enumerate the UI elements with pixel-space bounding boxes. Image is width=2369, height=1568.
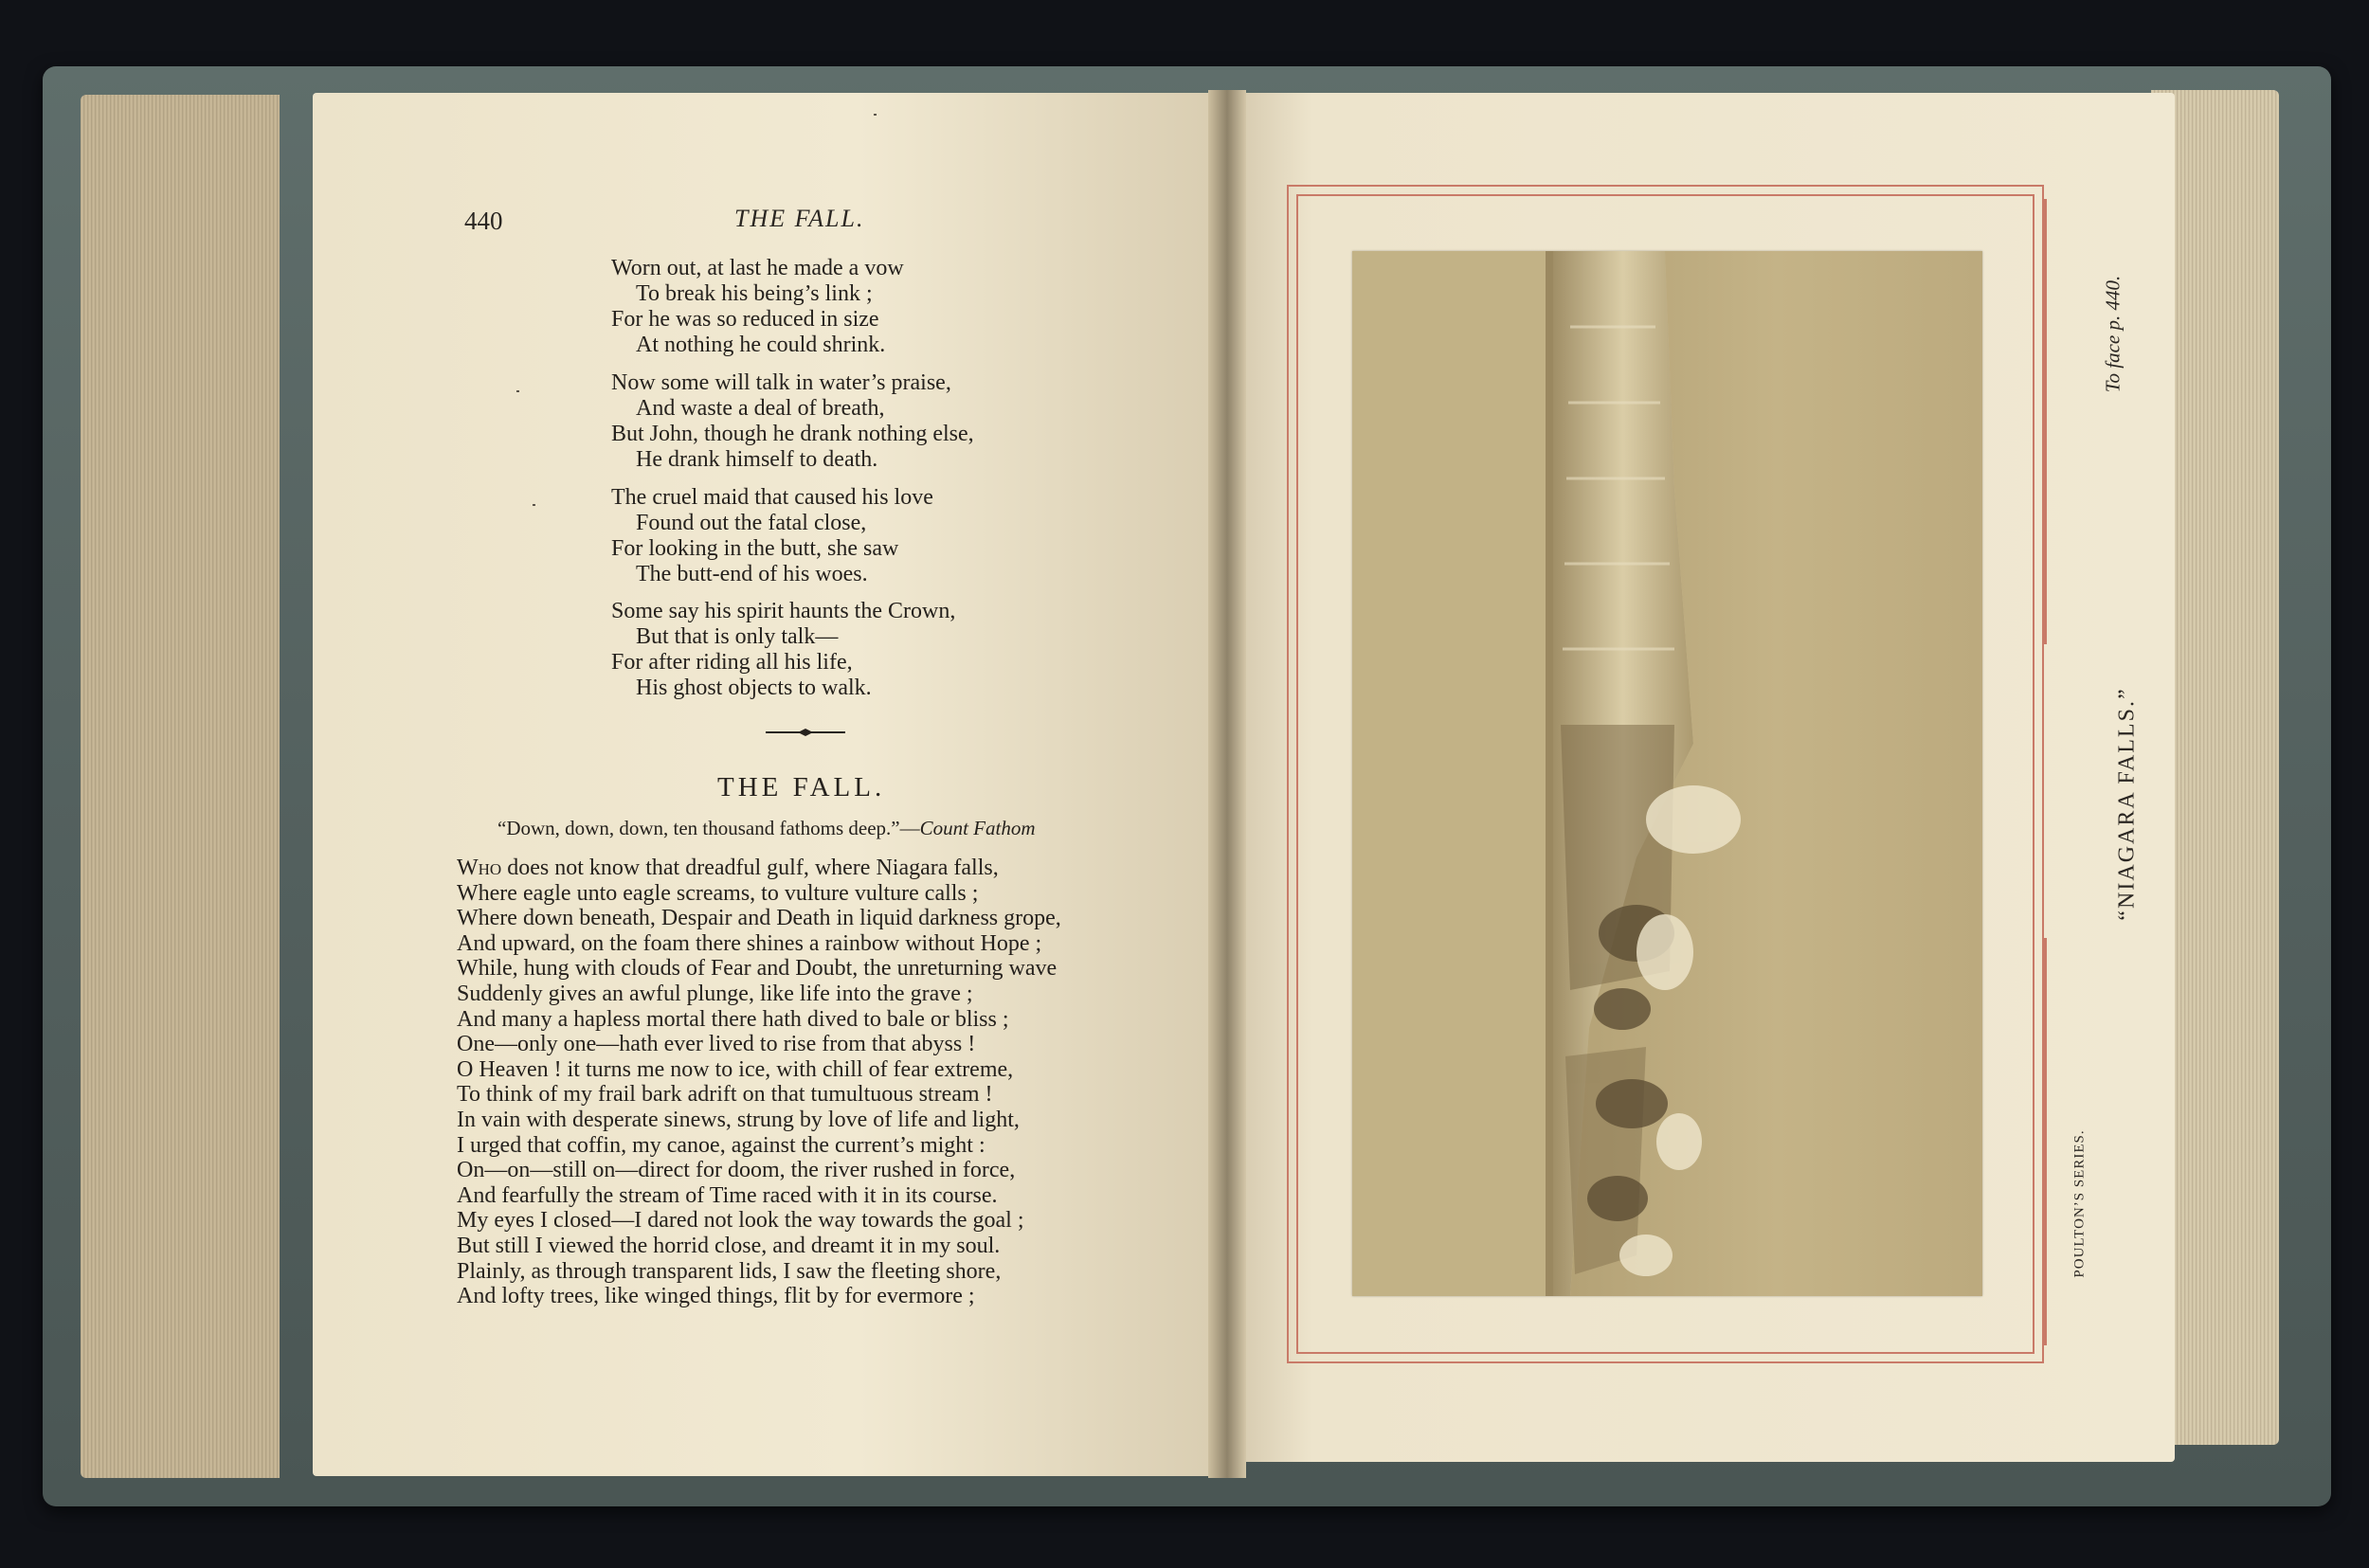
body-line: Where down beneath, Despair and Death in liquid darkness grope, [457, 906, 1061, 931]
verse-line: His ghost objects to walk. [636, 676, 872, 700]
body-first-line [457, 856, 1177, 881]
body-line: And upward, on the foam there shines a rainbow without Hope ; [457, 930, 1042, 956]
body-line: O Heaven ! it turns me now to ice, with chill of fear extreme, [457, 1056, 1014, 1082]
body-line: In vain with desperate sinews, strung by love of life and light, [457, 1107, 1020, 1132]
stanza-4 [611, 599, 1085, 701]
poem-title: THE FALL. [717, 772, 886, 802]
epigraph-attribution: Count Fathom [919, 817, 1036, 839]
body-line: Suddenly gives an awful plunge, like life into the grave ; [457, 981, 973, 1006]
niagara-falls-photograph [1352, 251, 1982, 1296]
page-number: 440 [464, 207, 503, 235]
section-ornament [766, 727, 845, 738]
running-head: THE FALL. [734, 205, 865, 232]
photograph-image [1352, 251, 1982, 1296]
body-line: And fearfully the stream of Time raced with it in its course. [457, 1182, 998, 1208]
body-line: Plainly, as through transparent lids, I saw the fleeting shore, [457, 1258, 1002, 1284]
verse-line: He drank himself to death. [636, 447, 878, 472]
ink-speck [533, 504, 535, 506]
stanza-2 [611, 370, 1085, 473]
caption-rule-bottom [2044, 938, 2047, 1345]
ink-speck [516, 390, 519, 392]
body-line: Where eagle unto eagle screams, to vulture vulture calls ; [457, 880, 979, 906]
verse-line: For after riding all his life, [611, 650, 853, 675]
plate-caption: “NIAGARA FALLS.” [2114, 687, 2140, 921]
verse-line: For he was so reduced in size [611, 307, 879, 332]
verse-line: But John, though he drank nothing else, [611, 422, 974, 446]
body-line: And lofty trees, like winged things, flit by for evermore ; [457, 1284, 975, 1309]
verse-line: And waste a deal of breath, [636, 396, 885, 421]
body-line: But still I viewed the horrid close, and dreamt it in my soul. [457, 1233, 1001, 1258]
series-credit: POULTON’S SERIES. [2071, 1129, 2088, 1278]
body-line: On—on—still on—direct for doom, the river rushed in force, [457, 1158, 1016, 1183]
verse-line: Worn out, at last he made a vow [611, 256, 904, 280]
first-word: Who [457, 856, 502, 880]
verse-line: Found out the fatal close, [636, 511, 867, 535]
body-lines-list [457, 881, 1177, 1309]
first-line-rest: does not know that dreadful gulf, where Niagara falls, [501, 856, 999, 880]
epigraph-quote: “Down, down, down, ten thousand fathoms deep.”— [497, 817, 920, 839]
page-edges-left [81, 95, 280, 1478]
verse-line: Now some will talk in water’s praise, [611, 370, 951, 395]
verse-line: To break his being’s link ; [636, 281, 873, 306]
book-gutter [1208, 90, 1246, 1478]
stanza-3 [611, 485, 1085, 587]
body-line: One—only one—hath ever lived to rise from that abyss ! [457, 1032, 976, 1057]
facing-page-note: To face p. 440. [2101, 275, 2125, 393]
verse-line: At nothing he could shrink. [636, 333, 886, 357]
poem-body [457, 856, 1177, 1309]
body-line: While, hung with clouds of Fear and Doubt, the unreturning wave [457, 956, 1058, 982]
verse-line: Some say his spirit haunts the Crown, [611, 599, 956, 623]
epigraph [497, 817, 1036, 840]
verse-line: The butt-end of his woes. [636, 562, 868, 586]
verse-line: The cruel maid that caused his love [611, 485, 933, 510]
verse-line: But that is only talk— [636, 624, 839, 649]
verse-line: For looking in the butt, she saw [611, 536, 899, 561]
caption-rule-top [2044, 199, 2047, 644]
body-line: I urged that coffin, my canoe, against the current’s might : [457, 1132, 986, 1158]
body-line: And many a hapless mortal there hath dived to bale or bliss ; [457, 1006, 1009, 1032]
body-line: To think of my frail bark adrift on that tumultuous stream ! [457, 1082, 993, 1108]
body-line: My eyes I closed—I dared not look the way towards the goal ; [457, 1208, 1024, 1234]
ink-speck [874, 114, 877, 116]
stanza-1 [611, 256, 1085, 358]
